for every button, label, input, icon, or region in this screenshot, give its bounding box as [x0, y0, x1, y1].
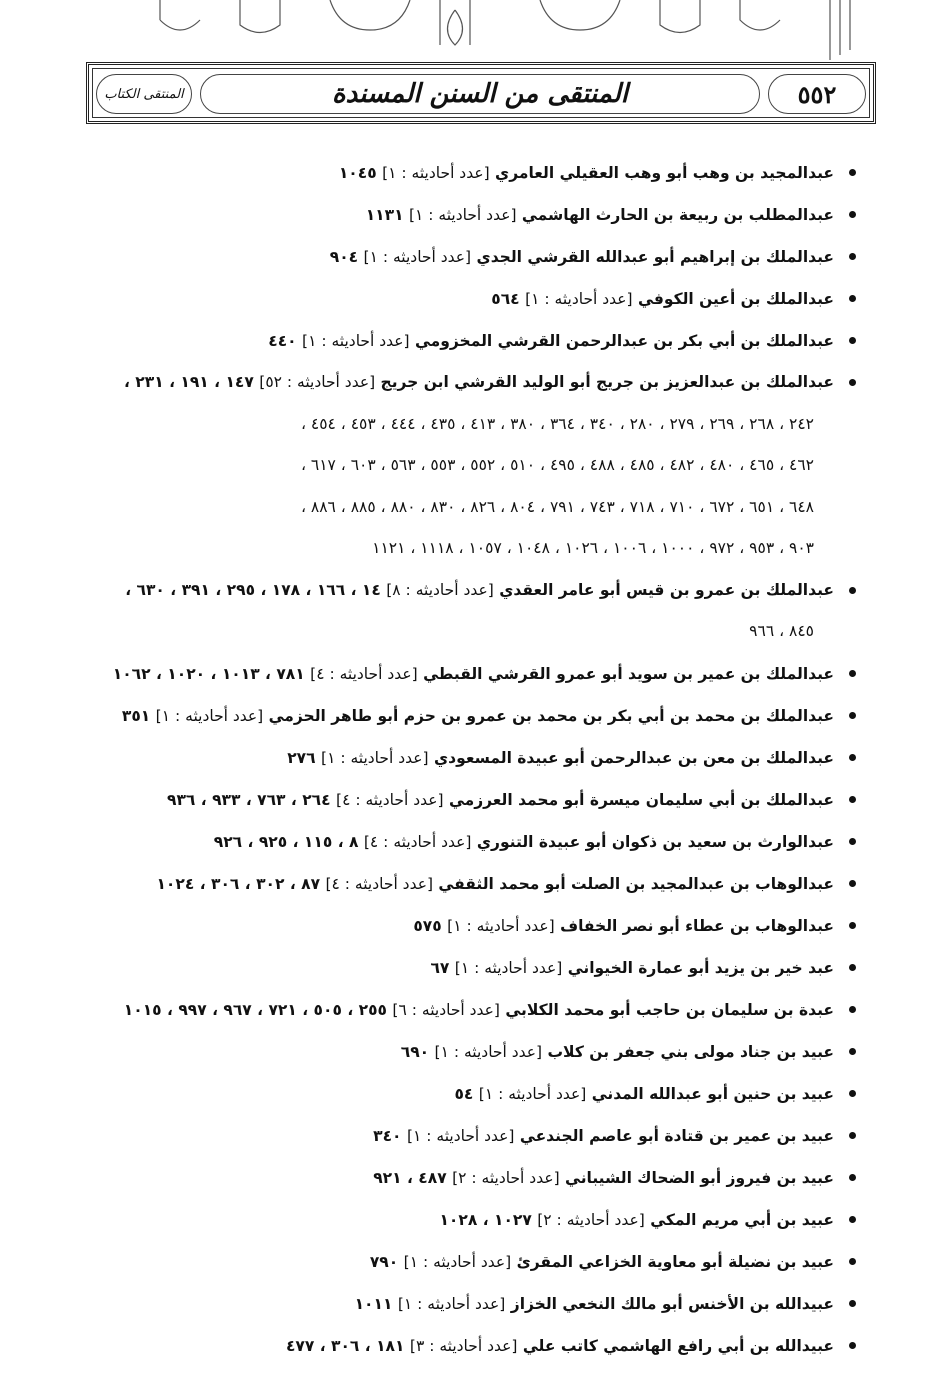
hadith-count: [عدد أحاديثه : ٢] — [452, 1168, 560, 1187]
index-entry — [90, 1073, 848, 1115]
hadith-refs: ١٠٤٥ — [338, 164, 377, 182]
hadith-count: [عدد أحاديثه : ١] — [454, 958, 563, 977]
index-entry — [90, 1199, 848, 1241]
hadith-count: [عدد أحاديثه : ٦] — [392, 1000, 500, 1019]
index-entry — [90, 1241, 848, 1283]
narrator-name: عبدة بن سليمان بن حاجب أبو محمد الكلابي — [505, 1000, 834, 1019]
bullet-icon — [849, 1342, 856, 1349]
bullet-icon — [849, 796, 856, 803]
narrator-name: عبدالملك بن أبي بكر بن عبدالرحمن القرشي المخزومي — [414, 332, 834, 350]
bullet-icon — [849, 337, 856, 344]
bullet-icon — [849, 169, 856, 176]
hadith-count: [عدد أحاديثه : ٨] — [386, 580, 494, 599]
hadith-refs-continued: ٢٤٢ ، ٢٦٨ ، ٢٦٩ ، ٢٧٩ ، ٢٨٠ ، ٣٤٠ ، ٣٦٤ ، ٣٨٠ ، ٤١٣ ، ٤٣٥ ، ٤٤٤ ، ٤٥٣ ، ٤٥٤ ، — [300, 414, 814, 433]
bullet-icon — [849, 754, 856, 761]
bullet-icon — [849, 1300, 856, 1307]
hadith-count: [عدد أحاديثه : ١] — [302, 332, 410, 350]
narrator-name: عبدالمجيد بن وهب أبو وهب العقيلي العامري — [495, 164, 834, 182]
narrator-name: عبيد بن أبي مريم المكي — [650, 1210, 834, 1229]
running-title-box — [200, 74, 760, 114]
bullet-icon — [849, 253, 856, 260]
index-entry — [90, 1325, 848, 1367]
index-entry — [90, 947, 848, 989]
hadith-refs: ٣٥١ — [121, 706, 151, 725]
hadith-count: [عدد أحاديثه : ١] — [397, 1294, 506, 1313]
hadith-refs-continued: ٦٤٨ ، ٦٥١ ، ٦٧٢ ، ٧١٠ ، ٧١٨ ، ٧٤٣ ، ٧٩١ ، ٨٠٤ ، ٨٢٦ ، ٨٣٠ ، ٨٨٠ ، ٨٨٥ ، ٨٨٦ ، — [300, 497, 814, 516]
page-number-box — [768, 74, 866, 114]
top-ornament — [0, 0, 948, 60]
hadith-refs: ٥٦٤ — [491, 290, 520, 308]
index-entry — [90, 278, 848, 320]
narrator-name: عبيد بن جناد مولى بني جعفر بن كلاب — [547, 1042, 834, 1061]
hadith-refs-continued: ٤٦٢ ، ٤٦٥ ، ٤٨٠ ، ٤٨٢ ، ٤٨٥ ، ٤٨٨ ، ٤٩٥ ، ٥١٠ ، ٥٥٢ ، ٥٥٣ ، ٥٦٣ ، ٦٠٣ ، ٦١٧ ، — [300, 456, 814, 474]
narrator-name: عبيدالله بن أبي رافع الهاشمي كاتب علي — [522, 1336, 834, 1355]
hadith-refs: ٩٠٤ — [329, 248, 359, 266]
narrator-name: عبدالملك بن عمير بن سويد أبو عمرو القرشي القبطي — [423, 664, 834, 683]
index-entry — [90, 695, 848, 737]
page-number: ٥٥٢ — [797, 79, 837, 109]
bullet-icon — [849, 587, 856, 594]
index-entry — [90, 1157, 848, 1199]
bullet-icon — [849, 670, 856, 677]
hadith-count: [عدد أحاديثه : ١] — [406, 1126, 515, 1145]
narrators-index — [90, 152, 848, 1367]
bullet-icon — [849, 1090, 856, 1097]
hadith-count: [عدد أحاديثه : ٤] — [310, 664, 418, 683]
hadith-count: [عدد أحاديثه : ٣] — [409, 1336, 518, 1355]
hadith-refs: ٧٩٠ — [369, 1252, 399, 1271]
hadith-refs: ٤٨٧ ، ٩٢١ — [373, 1168, 447, 1187]
hadith-count: [عدد أحاديثه : ١] — [403, 1252, 512, 1271]
hadith-refs: ١٠٢٧ ، ١٠٢٨ — [439, 1210, 532, 1229]
hadith-refs: ٨٧ ، ٣٠٢ ، ٣٠٦ ، ١٠٢٤ — [156, 874, 321, 893]
bullet-icon — [849, 1048, 856, 1055]
index-entry — [90, 1115, 848, 1157]
running-title: المنتقى من السنن المسندة — [331, 79, 629, 109]
narrator-name: عبيد بن فيروز أبو الضحاك الشيباني — [565, 1168, 834, 1187]
hadith-refs: ١٨١ ، ٣٠٦ ، ٤٧٧ — [285, 1336, 405, 1355]
hadith-count: [عدد أحاديثه : ١] — [525, 290, 633, 308]
hadith-refs: ١٤٧ ، ١٩١ ، ٢٣١ ، — [124, 373, 254, 391]
narrator-name: عبيدالله بن الأخنس أبو مالك النخعي الخزاز — [510, 1294, 834, 1313]
hadith-count: [عدد أحاديثه : ١] — [447, 916, 555, 935]
index-entry — [90, 1031, 848, 1073]
index-entry — [90, 737, 848, 779]
narrator-name: عبدالملك بن عمرو بن قيس أبو عامر العقدي — [499, 580, 834, 599]
index-entry — [90, 194, 848, 236]
index-entry — [90, 152, 848, 194]
hadith-refs: ٥٧٥ — [413, 916, 442, 935]
logo-text: المنتقى الكتاب — [104, 86, 184, 102]
bullet-icon — [849, 838, 856, 845]
hadith-refs: ٤٤٠ — [268, 332, 297, 350]
hadith-count: [عدد أحاديثه : ١] — [382, 164, 490, 182]
index-entry — [90, 905, 848, 947]
hadith-count: [عدد أحاديثه : ١] — [434, 1042, 543, 1061]
narrator-name: عبدالملك بن إبراهيم أبو عبدالله القرشي الجدي — [476, 248, 834, 266]
hadith-count: [عدد أحاديثه : ١] — [408, 206, 517, 224]
hadith-count: [عدد أحاديثه : ٤] — [325, 874, 434, 893]
bullet-icon — [849, 1006, 856, 1013]
hadith-count: [عدد أحاديثه : ٢] — [537, 1210, 645, 1229]
hadith-refs: ٨ ، ١١٥ ، ٩٢٥ ، ٩٢٦ — [213, 832, 359, 851]
index-entry — [90, 1283, 848, 1325]
index-entry — [90, 863, 848, 905]
hadith-count: [عدد أحاديثه : ١] — [363, 248, 472, 266]
bullet-icon — [849, 1216, 856, 1223]
hadith-count: [عدد أحاديثه : ٥٢] — [259, 373, 376, 391]
hadith-refs-continued: ٩٠٣ ، ٩٥٣ ، ٩٧٢ ، ١٠٠٠ ، ١٠٠٦ ، ١٠٢٦ ، ١٠٤٨ ، ١٠٥٧ ، ١١١٨ ، ١١٢١ — [372, 539, 814, 557]
hadith-count: [عدد أحاديثه : ١] — [321, 748, 429, 767]
hadith-refs: ٥٤ — [454, 1084, 474, 1103]
hadith-count: [عدد أحاديثه : ١] — [478, 1084, 587, 1103]
bullet-icon — [849, 880, 856, 887]
index-entry — [90, 821, 848, 863]
bullet-icon — [849, 922, 856, 929]
index-entry — [90, 236, 848, 278]
hadith-refs: ٣٤٠ — [373, 1126, 402, 1145]
narrator-name: عبيد بن حنين أبو عبدالله المدني — [591, 1084, 834, 1103]
hadith-refs: ١٠١١ — [354, 1294, 393, 1313]
index-entry — [90, 779, 848, 821]
hadith-refs: ٢٥٥ ، ٥٠٥ ، ٧٢١ ، ٩٦٧ ، ٩٩٧ ، ١٠١٥ — [123, 1000, 388, 1019]
bullet-icon — [849, 379, 856, 386]
index-entry — [90, 989, 848, 1031]
narrator-name: عبدالوهاب بن عبدالمجيد بن الصلت أبو محمد الثقفي — [438, 874, 834, 893]
index-entry — [90, 570, 848, 653]
narrator-name: عبدالمطلب بن ربيعة بن الحارث الهاشمي — [521, 206, 834, 224]
narrator-name: عبدالوهاب بن عطاء أبو نصر الخفاف — [560, 916, 834, 935]
narrator-name: عبيد بن عمير بن قتادة أبو عاصم الجندعي — [519, 1126, 834, 1145]
hadith-refs: ٧٨١ ، ١٠١٣ ، ١٠٢٠ ، ١٠٦٢ — [112, 664, 305, 683]
narrator-name: عبدالملك بن معن بن عبدالرحمن أبو عبيدة المسعودي — [433, 748, 834, 767]
hadith-refs: ١١٣١ — [365, 206, 404, 224]
bullet-icon — [849, 1174, 856, 1181]
narrator-name: عبدالملك بن محمد بن أبي بكر بن محمد بن عمرو بن حزم أبو طاهر الحزمي — [268, 706, 834, 725]
bullet-icon — [849, 964, 856, 971]
bullet-icon — [849, 1258, 856, 1265]
hadith-refs: ٦٩٠ — [400, 1042, 430, 1061]
hadith-count: [عدد أحاديثه : ٤] — [363, 832, 472, 851]
hadith-refs: ٢٧٦ — [287, 748, 316, 767]
narrator-name: عبدالوارث بن سعيد بن ذكوان أبو عبيدة التنوري — [476, 832, 834, 851]
hadith-count: [عدد أحاديثه : ٤] — [336, 790, 444, 809]
index-entry — [90, 320, 848, 362]
bullet-icon — [849, 211, 856, 218]
narrator-name: عبد خير بن يزيد أبو عمارة الخيواني — [567, 958, 834, 977]
narrator-name: عبدالملك بن أعين الكوفي — [638, 290, 834, 308]
bullet-icon — [849, 712, 856, 719]
bullet-icon — [849, 1132, 856, 1139]
index-entry — [90, 362, 848, 570]
index-entry — [90, 653, 848, 695]
bullet-icon — [849, 295, 856, 302]
hadith-refs-continued: ٨٤٥ ، ٩٦٦ — [749, 622, 814, 640]
hadith-refs: ١٤ ، ١٦٦ ، ١٧٨ ، ٢٩٥ ، ٣٩١ ، ٦٣٠ ، — [125, 580, 381, 599]
narrator-name: عبيد بن نضيلة أبو معاوية الخزاعي المقرئ — [516, 1252, 834, 1271]
hadith-count: [عدد أحاديثه : ١] — [155, 706, 264, 725]
logo-badge — [96, 74, 192, 114]
hadith-refs: ٢٦٤ ، ٧٦٣ ، ٩٣٣ ، ٩٣٦ — [166, 790, 331, 809]
narrator-name: عبدالملك بن أبي سليمان ميسرة أبو محمد العرزمي — [448, 790, 834, 809]
narrator-name: عبدالملك بن عبدالعزيز بن جريج أبو الوليد القرشي ابن جريج — [380, 373, 834, 391]
hadith-refs: ٦٧ — [430, 958, 450, 977]
